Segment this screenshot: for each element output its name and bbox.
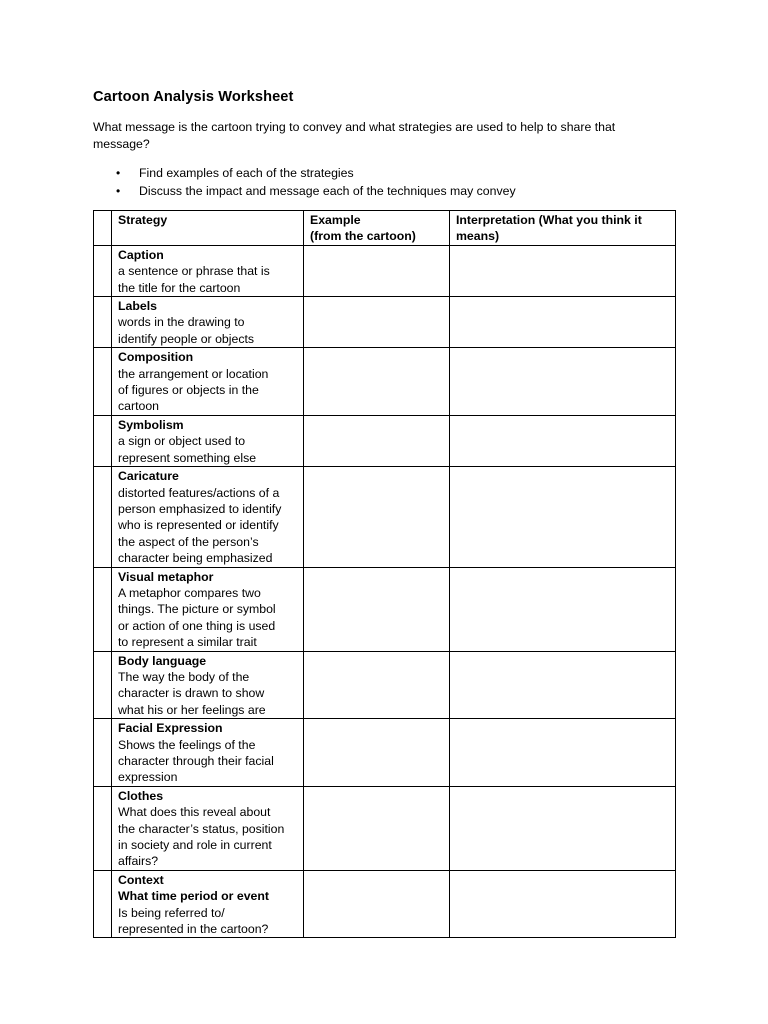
header-interpretation: Interpretation (What you think it means) [450,211,676,246]
example-answer-cell[interactable] [304,719,450,787]
strategy-name: Caption [118,247,164,262]
strategy-cell [112,651,304,719]
table-header-blank-cell [94,211,112,246]
strategy-description: A metaphor compares two things. The picture or symbol or action of one thing is used to represent a similar trait [118,585,276,650]
interpretation-answer-cell[interactable] [450,786,676,870]
interpretation-answer-cell[interactable] [450,348,676,416]
strategy-description: the arrangement or location of figures or objects in the cartoon [118,366,269,414]
strategy-name: Context What time period or event [118,872,269,904]
interpretation-answer-cell[interactable] [450,651,676,719]
bullet-icon: • [116,166,121,180]
strategy-description: Is being referred to/ represented in the cartoon? [118,905,269,937]
interpretation-answer-cell[interactable] [450,415,676,466]
example-answer-cell[interactable] [304,567,450,651]
table-row [94,870,676,938]
strategy-description: words in the drawing to identify people or objects [118,315,255,346]
example-answer-cell[interactable] [304,651,450,719]
interpretation-answer-cell[interactable] [450,467,676,567]
table-row [94,467,676,567]
strategy-description: distorted features/actions of a person emphasized to identify who is represented or identify the aspect of the person’s character being emphasized [118,485,282,566]
table-row [94,786,676,870]
page-title: Cartoon Analysis Worksheet [93,89,294,105]
row-marker-cell [94,786,112,870]
table-row [94,297,676,348]
strategy-description: What does this reveal about the character’s status, position in society and role in current affairs? [118,805,285,869]
strategy-table [93,210,676,938]
strategy-cell [112,245,304,296]
table-row [94,348,676,416]
strategy-description: a sentence or phrase that is the title for the cartoon [118,264,270,295]
strategy-name: Composition [118,350,194,365]
example-answer-cell[interactable] [304,245,450,296]
table-row [94,245,676,296]
row-marker-cell [94,245,112,296]
strategy-name: Body language [118,653,207,668]
row-marker-cell [94,651,112,719]
row-marker-cell [94,870,112,938]
strategy-description: Shows the feelings of the character through their facial expression [118,737,274,785]
table-row [94,415,676,466]
bullet-icon: • [116,184,121,198]
instruction-text: Find examples of each of the strategies [139,166,354,180]
strategy-description: a sign or object used to represent something else [118,434,257,465]
table-header-row [94,211,676,246]
interpretation-answer-cell[interactable] [450,719,676,787]
example-answer-cell[interactable] [304,348,450,416]
strategy-cell [112,297,304,348]
instruction-text: Discuss the impact and message each of the techniques may convey [139,184,516,198]
row-marker-cell [94,348,112,416]
strategy-name: Caricature [118,469,179,484]
strategy-name: Labels [118,299,157,314]
strategy-name: Visual metaphor [118,569,214,584]
strategy-name: Symbolism [118,417,184,432]
strategy-cell [112,348,304,416]
strategy-cell [112,567,304,651]
table-row [94,567,676,651]
example-answer-cell[interactable] [304,786,450,870]
header-example: Example (from the cartoon) [304,211,450,246]
row-marker-cell [94,467,112,567]
intro-paragraph: What message is the cartoon trying to convey and what strategies are used to help to share that message? [93,120,616,151]
interpretation-answer-cell[interactable] [450,245,676,296]
table-row [94,719,676,787]
example-answer-cell[interactable] [304,467,450,567]
strategy-cell [112,786,304,870]
instruction-item [93,182,516,200]
interpretation-answer-cell[interactable] [450,870,676,938]
strategy-cell [112,719,304,787]
instruction-list [93,164,516,200]
row-marker-cell [94,567,112,651]
strategy-table-body [94,211,676,938]
table-row [94,651,676,719]
header-strategy: Strategy [112,211,304,246]
instruction-item [93,164,516,182]
strategy-name: Clothes [118,788,164,803]
example-answer-cell[interactable] [304,870,450,938]
interpretation-answer-cell[interactable] [450,567,676,651]
row-marker-cell [94,415,112,466]
interpretation-answer-cell[interactable] [450,297,676,348]
row-marker-cell [94,719,112,787]
strategy-cell [112,870,304,938]
example-answer-cell[interactable] [304,415,450,466]
strategy-name: Facial Expression [118,721,223,736]
strategy-description: The way the body of the character is drawn to show what his or her feelings are [118,669,266,717]
strategy-cell [112,415,304,466]
row-marker-cell [94,297,112,348]
strategy-cell [112,467,304,567]
example-answer-cell[interactable] [304,297,450,348]
